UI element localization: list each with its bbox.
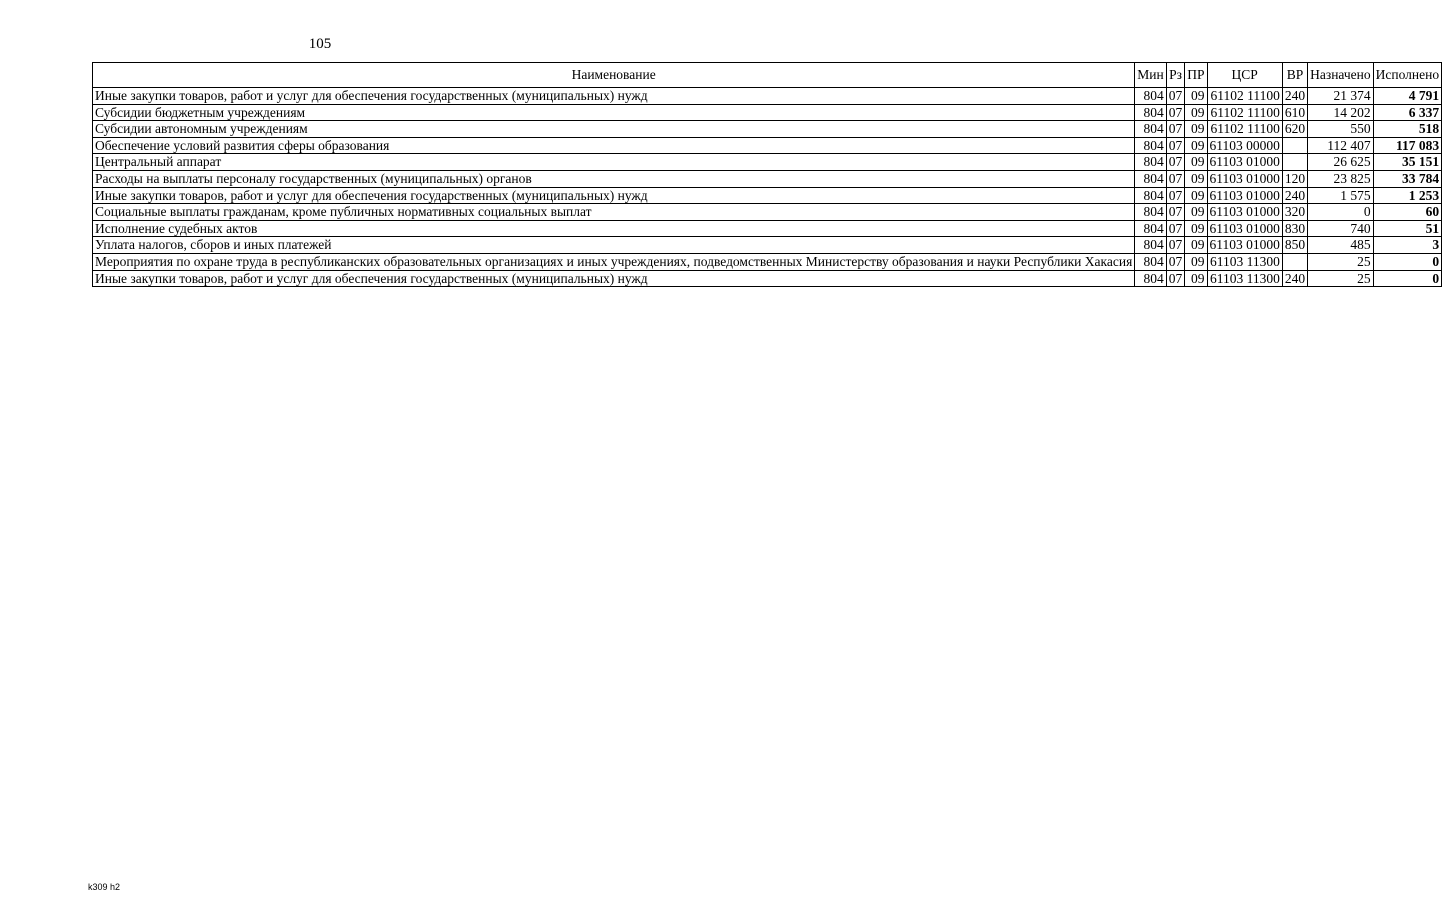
cell-assigned: 112 407 (1308, 137, 1374, 154)
header-executed: Исполнено (1373, 63, 1441, 88)
cell-min: 804 (1135, 170, 1166, 187)
cell-executed: 0 (1373, 253, 1441, 270)
cell-csr: 61102 11100 (1207, 88, 1282, 105)
cell-min: 804 (1135, 204, 1166, 221)
cell-rz: 07 (1166, 204, 1185, 221)
budget-table (92, 62, 1442, 287)
cell-vr: 240 (1282, 270, 1307, 287)
cell-min: 804 (1135, 270, 1166, 287)
cell-vr: 120 (1282, 170, 1307, 187)
cell-assigned: 23 825 (1308, 170, 1374, 187)
table-row (93, 154, 1442, 171)
cell-executed: 35 151 (1373, 154, 1441, 171)
cell-pr: 09 (1185, 154, 1207, 171)
cell-csr: 61103 01000 (1207, 220, 1282, 237)
cell-rz: 07 (1166, 104, 1185, 121)
cell-name: Исполнение судебных актов (93, 220, 1135, 237)
cell-name: Иные закупки товаров, работ и услуг для обеспечения государственных (муниципальных) нужд (93, 88, 1135, 105)
table-body (93, 88, 1442, 287)
cell-pr: 09 (1185, 104, 1207, 121)
cell-rz: 07 (1166, 253, 1185, 270)
table-row (93, 170, 1442, 187)
cell-assigned: 25 (1308, 270, 1374, 287)
cell-min: 804 (1135, 237, 1166, 254)
cell-name: Социальные выплаты гражданам, кроме публичных нормативных социальных выплат (93, 204, 1135, 221)
cell-name: Центральный аппарат (93, 154, 1135, 171)
cell-min: 804 (1135, 121, 1166, 138)
cell-name: Иные закупки товаров, работ и услуг для обеспечения государственных (муниципальных) нужд (93, 270, 1135, 287)
cell-min: 804 (1135, 253, 1166, 270)
cell-rz: 07 (1166, 270, 1185, 287)
cell-rz: 07 (1166, 121, 1185, 138)
cell-executed: 0 (1373, 270, 1441, 287)
header-rz: Рз (1166, 63, 1185, 88)
cell-executed: 60 (1373, 204, 1441, 221)
cell-pr: 09 (1185, 253, 1207, 270)
cell-name: Субсидии бюджетным учреждениям (93, 104, 1135, 121)
header-assigned: Назначено (1308, 63, 1374, 88)
cell-rz: 07 (1166, 237, 1185, 254)
table-row (93, 104, 1442, 121)
cell-executed: 51 (1373, 220, 1441, 237)
cell-min: 804 (1135, 187, 1166, 204)
cell-assigned: 14 202 (1308, 104, 1374, 121)
header-min: Мин (1135, 63, 1166, 88)
cell-vr: 240 (1282, 187, 1307, 204)
cell-vr: 240 (1282, 88, 1307, 105)
cell-rz: 07 (1166, 137, 1185, 154)
header-vr: ВР (1282, 63, 1307, 88)
cell-assigned: 485 (1308, 237, 1374, 254)
cell-rz: 07 (1166, 187, 1185, 204)
cell-assigned: 26 625 (1308, 154, 1374, 171)
cell-executed: 4 791 (1373, 88, 1441, 105)
cell-csr: 61103 00000 (1207, 137, 1282, 154)
cell-min: 804 (1135, 88, 1166, 105)
table-row (93, 187, 1442, 204)
cell-name: Расходы на выплаты персоналу государственных (муниципальных) органов (93, 170, 1135, 187)
cell-csr: 61102 11100 (1207, 121, 1282, 138)
cell-csr: 61103 01000 (1207, 204, 1282, 221)
cell-name: Обеспечение условий развития сферы образования (93, 137, 1135, 154)
cell-assigned: 740 (1308, 220, 1374, 237)
header-pr: ПР (1185, 63, 1207, 88)
cell-executed: 1 253 (1373, 187, 1441, 204)
cell-min: 804 (1135, 220, 1166, 237)
cell-executed: 518 (1373, 121, 1441, 138)
page-number: 105 (308, 36, 332, 52)
table-row (93, 204, 1442, 221)
cell-csr: 61103 01000 (1207, 237, 1282, 254)
cell-assigned: 550 (1308, 121, 1374, 138)
cell-name: Уплата налогов, сборов и иных платежей (93, 237, 1135, 254)
cell-vr: 320 (1282, 204, 1307, 221)
table-row (93, 88, 1442, 105)
cell-csr: 61103 11300 (1207, 270, 1282, 287)
cell-name: Субсидии автономным учреждениям (93, 121, 1135, 138)
cell-executed: 33 784 (1373, 170, 1441, 187)
cell-pr: 09 (1185, 187, 1207, 204)
cell-assigned: 0 (1308, 204, 1374, 221)
cell-executed: 6 337 (1373, 104, 1441, 121)
cell-rz: 07 (1166, 170, 1185, 187)
cell-pr: 09 (1185, 204, 1207, 221)
cell-vr: 610 (1282, 104, 1307, 121)
cell-pr: 09 (1185, 88, 1207, 105)
cell-name: Мероприятия по охране труда в республиканских образовательных организациях и иных учреждениях, подведомственных Министерству образования и науки Республики Хакасия (93, 253, 1135, 270)
cell-vr (1282, 154, 1307, 171)
cell-pr: 09 (1185, 220, 1207, 237)
cell-pr: 09 (1185, 237, 1207, 254)
cell-pr: 09 (1185, 170, 1207, 187)
cell-vr: 850 (1282, 237, 1307, 254)
cell-min: 804 (1135, 137, 1166, 154)
cell-csr: 61103 01000 (1207, 170, 1282, 187)
cell-rz: 07 (1166, 220, 1185, 237)
header-name: Наименование (93, 63, 1135, 88)
cell-min: 804 (1135, 154, 1166, 171)
cell-csr: 61103 01000 (1207, 187, 1282, 204)
cell-executed: 3 (1373, 237, 1441, 254)
cell-pr: 09 (1185, 137, 1207, 154)
table-row (93, 237, 1442, 254)
footer-code: k309 h2 (88, 882, 121, 892)
cell-csr: 61103 11300 (1207, 253, 1282, 270)
cell-vr: 830 (1282, 220, 1307, 237)
cell-pr: 09 (1185, 270, 1207, 287)
cell-pr: 09 (1185, 121, 1207, 138)
cell-assigned: 25 (1308, 253, 1374, 270)
cell-assigned: 21 374 (1308, 88, 1374, 105)
cell-csr: 61103 01000 (1207, 154, 1282, 171)
cell-name: Иные закупки товаров, работ и услуг для обеспечения государственных (муниципальных) нужд (93, 187, 1135, 204)
cell-min: 804 (1135, 104, 1166, 121)
cell-rz: 07 (1166, 154, 1185, 171)
header-csr: ЦСР (1207, 63, 1282, 88)
table-row (93, 121, 1442, 138)
cell-vr: 620 (1282, 121, 1307, 138)
table-row (93, 253, 1442, 270)
table-row (93, 137, 1442, 154)
table-row (93, 220, 1442, 237)
cell-assigned: 1 575 (1308, 187, 1374, 204)
table-row (93, 270, 1442, 287)
table-header-row (93, 63, 1442, 88)
cell-vr (1282, 137, 1307, 154)
cell-rz: 07 (1166, 88, 1185, 105)
cell-csr: 61102 11100 (1207, 104, 1282, 121)
cell-executed: 117 083 (1373, 137, 1441, 154)
cell-vr (1282, 253, 1307, 270)
